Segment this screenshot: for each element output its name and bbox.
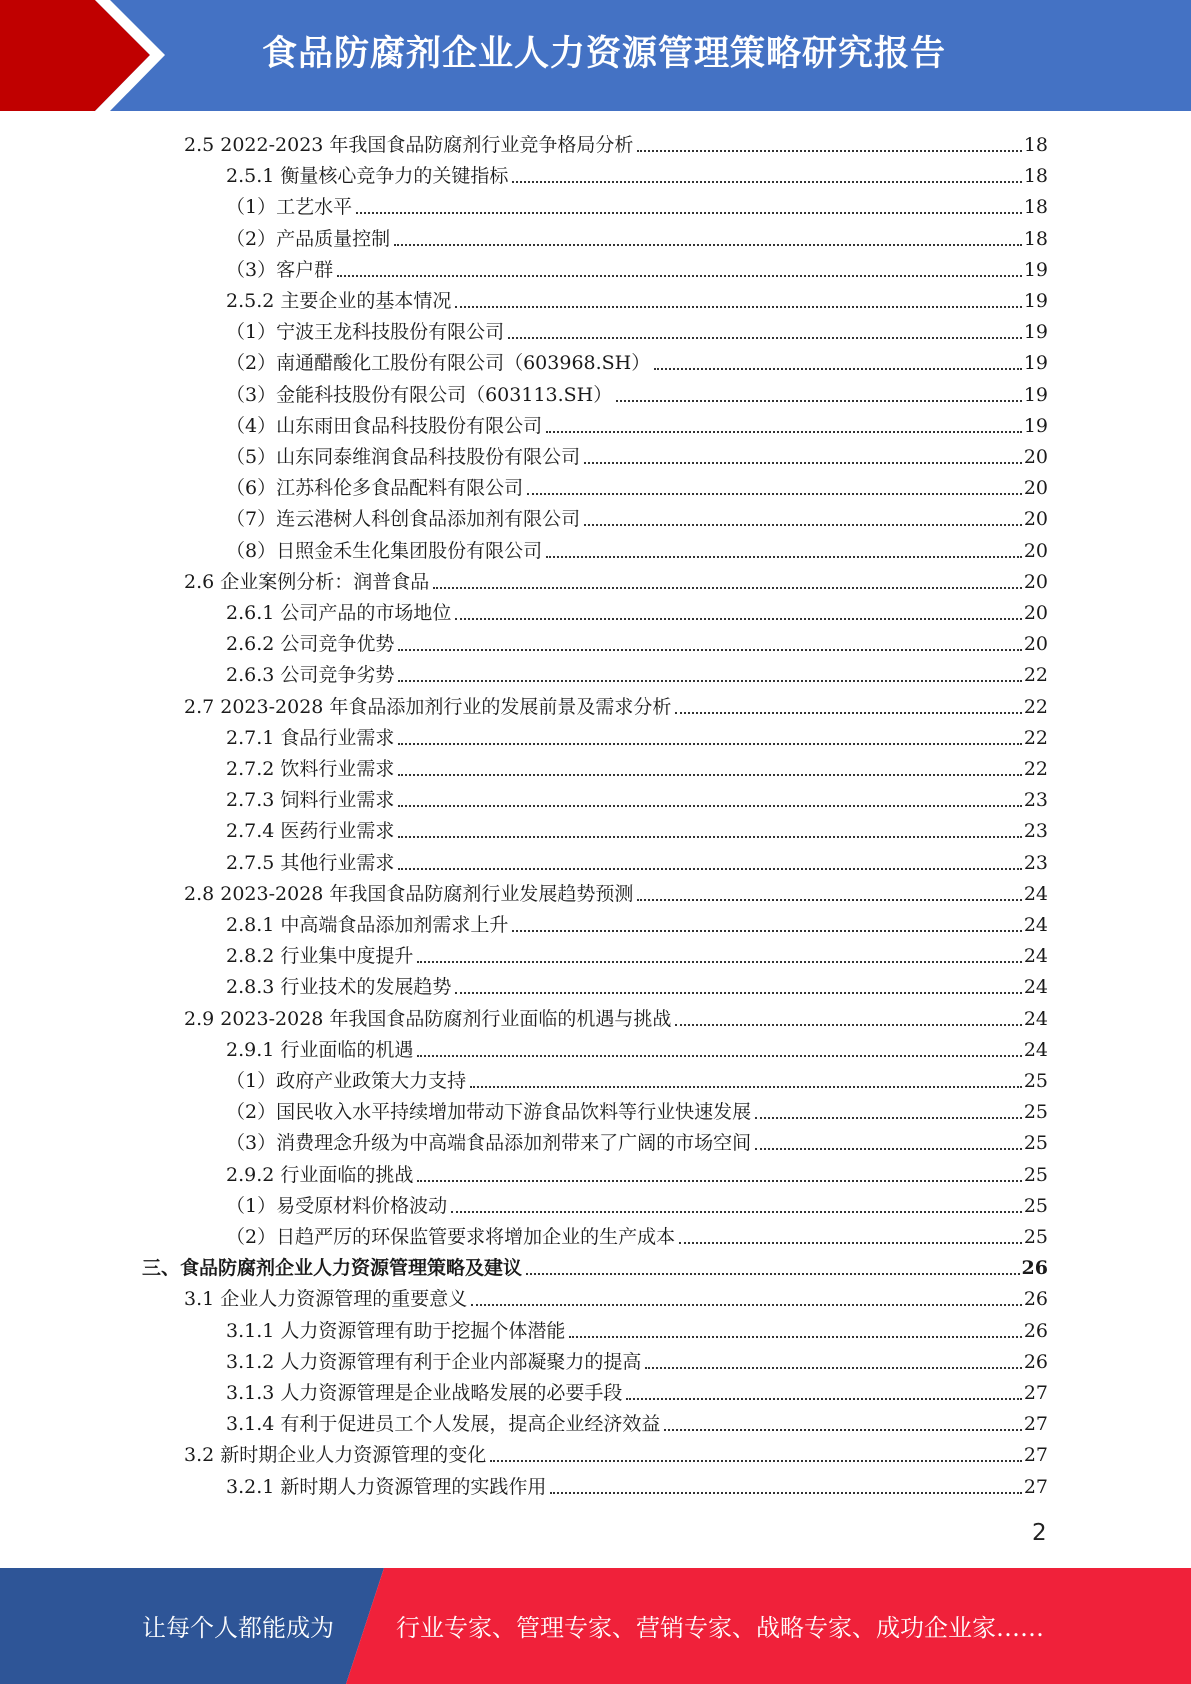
- toc-entry-title: 2.6.2 公司竞争优势: [226, 633, 395, 656]
- toc-dot-leader: [398, 836, 1021, 838]
- toc-dot-leader: [550, 1492, 1021, 1494]
- toc-entry-page: 22: [1023, 758, 1048, 780]
- toc-entry-title: 2.6.3 公司竞争劣势: [226, 664, 395, 687]
- toc-entry-page: 20: [1023, 570, 1048, 593]
- toc-entry-page: 24: [1023, 976, 1048, 999]
- toc-dot-leader: [626, 1398, 1021, 1400]
- toc-dot-leader: [675, 712, 1021, 714]
- toc-dot-leader: [616, 400, 1022, 402]
- page-header: [0, 0, 1191, 111]
- toc-entry-page: 25: [1023, 1070, 1048, 1092]
- toc-entry-page: 22: [1023, 726, 1048, 749]
- toc-entry[interactable]: [226, 1188, 1048, 1219]
- toc-entry-title: （2）日趋严厉的环保监管要求将增加企业的生产成本: [226, 1226, 676, 1248]
- toc-entry-title: （3）客户群: [226, 258, 334, 281]
- toc-entry-title: 2.7.2 饮料行业需求: [226, 758, 395, 780]
- toc-entry[interactable]: [226, 1063, 1048, 1094]
- toc-entry-title: （6）江苏科伦多食品配料有限公司: [226, 477, 524, 500]
- toc-entry[interactable]: [226, 1469, 1048, 1500]
- toc-entry-title: 2.7.5 其他行业需求: [226, 851, 395, 874]
- toc-entry-page: 18: [1023, 196, 1048, 219]
- toc-entry[interactable]: [226, 595, 1048, 626]
- toc-entry-page: 25: [1023, 1132, 1048, 1155]
- toc-entry[interactable]: [226, 1344, 1048, 1375]
- toc-dot-leader: [417, 1055, 1021, 1057]
- toc-dot-leader: [512, 181, 1021, 183]
- toc-entry[interactable]: [226, 470, 1048, 501]
- toc-entry[interactable]: [226, 1313, 1048, 1344]
- toc-dot-leader: [417, 1180, 1021, 1182]
- toc-dot-leader: [637, 899, 1021, 901]
- toc-entry-page: 19: [1023, 290, 1048, 312]
- toc-dot-leader: [755, 1117, 1022, 1119]
- toc-entry-title: 2.6.1 公司产品的市场地位: [226, 602, 452, 624]
- toc-entry-page: 20: [1023, 633, 1048, 656]
- toc-entry-title: 2.6 企业案例分析：润普食品: [184, 570, 430, 593]
- toc-entry[interactable]: [226, 720, 1048, 751]
- toc-entry[interactable]: [184, 689, 1048, 720]
- footer-slogan-right: 行业专家、管理专家、营销专家、战略专家、成功企业家……: [396, 1614, 1044, 1642]
- toc-entry[interactable]: [184, 1001, 1048, 1032]
- toc-entry-page: 27: [1023, 1382, 1048, 1404]
- toc-entry[interactable]: [184, 1437, 1048, 1468]
- toc-entry-page: 25: [1023, 1101, 1048, 1124]
- toc-entry[interactable]: [226, 439, 1048, 470]
- toc-entry[interactable]: [226, 845, 1048, 876]
- toc-entry-page: 25: [1023, 1163, 1048, 1186]
- toc-entry[interactable]: [226, 1219, 1048, 1250]
- toc-dot-leader: [471, 1304, 1022, 1306]
- toc-dot-leader: [664, 1429, 1021, 1431]
- toc-entry-page: 26: [1023, 1319, 1048, 1342]
- toc-entry-page: 23: [1023, 789, 1048, 812]
- toc-entry-title: （5）山东同泰维润食品科技股份有限公司: [226, 446, 581, 468]
- toc-entry-title: 3.1.4 有利于促进员工个人发展，提高企业经济效益: [226, 1413, 661, 1436]
- toc-dot-leader: [455, 306, 1021, 308]
- toc-entry-page: 26: [1023, 1288, 1048, 1311]
- toc-entry-title: 2.5 2022-2023 年我国食品防腐剂行业竞争格局分析: [184, 134, 634, 156]
- toc-entry-page: 24: [1023, 914, 1048, 936]
- toc-entry-title: （1）易受原材料价格波动: [226, 1194, 448, 1217]
- toc-entry[interactable]: [226, 501, 1048, 532]
- toc-entry-page: 24: [1023, 1007, 1048, 1030]
- toc-entry[interactable]: [226, 1032, 1048, 1063]
- toc-dot-leader: [398, 743, 1021, 745]
- toc-entry[interactable]: [226, 1157, 1048, 1188]
- toc-entry-title: （1）宁波王龙科技股份有限公司: [226, 321, 505, 344]
- toc-entry[interactable]: [184, 127, 1048, 158]
- toc-dot-leader: [645, 1367, 1021, 1369]
- toc-dot-leader: [675, 1024, 1021, 1026]
- toc-dot-leader: [398, 868, 1021, 870]
- toc-entry-title: 2.8 2023-2028 年我国食品防腐剂行业发展趋势预测: [184, 882, 634, 905]
- toc-entry-title: （2）国民收入水平持续增加带动下游食品饮料等行业快速发展: [226, 1101, 752, 1124]
- toc-entry-page: 27: [1023, 1444, 1048, 1467]
- toc-entry-page: 23: [1023, 851, 1048, 874]
- toc-entry-page: 20: [1023, 446, 1048, 468]
- toc-dot-leader: [417, 961, 1021, 963]
- toc-dot-leader: [398, 774, 1021, 776]
- toc-entry-title: （2）产品质量控制: [226, 227, 391, 250]
- toc-entry-title: 3.2.1 新时期人力资源管理的实践作用: [226, 1475, 547, 1498]
- toc-entry-page: 24: [1023, 945, 1048, 968]
- page-number: 2: [1032, 1520, 1047, 1546]
- toc-entry-page: 19: [1023, 258, 1048, 281]
- toc-entry-title: 2.8.3 行业技术的发展趋势: [226, 976, 452, 999]
- toc-dot-leader: [755, 1148, 1022, 1150]
- toc-dot-leader: [584, 462, 1022, 464]
- toc-entry[interactable]: [184, 876, 1048, 907]
- toc-entry[interactable]: [226, 408, 1048, 439]
- toc-dot-leader: [356, 212, 1022, 214]
- toc-entry[interactable]: [226, 1125, 1048, 1156]
- toc-entry-title: （8）日照金禾生化集团股份有限公司: [226, 539, 543, 562]
- toc-entry[interactable]: [226, 221, 1048, 252]
- toc-entry-page: 24: [1023, 882, 1048, 905]
- toc-dot-leader: [637, 150, 1021, 152]
- toc-dot-leader: [451, 1211, 1022, 1213]
- toc-entry-title: （4）山东雨田食品科技股份有限公司: [226, 414, 543, 437]
- toc-entry-title: （2）南通醋酸化工股份有限公司（603968.SH）: [226, 352, 651, 375]
- toc-entry[interactable]: [226, 158, 1048, 189]
- toc-entry-title: （7）连云港树人科创食品添加剂有限公司: [226, 508, 581, 531]
- toc-dot-leader: [569, 1336, 1021, 1338]
- toc-entry-page: 27: [1023, 1475, 1048, 1498]
- toc-entry-page: 26: [1023, 1350, 1048, 1373]
- toc-entry[interactable]: [226, 252, 1048, 283]
- toc-entry-title: 3.1.3 人力资源管理是企业战略发展的必要手段: [226, 1382, 623, 1404]
- toc-entry-title: 3.1 企业人力资源管理的重要意义: [184, 1288, 468, 1311]
- toc-entry-page: 20: [1023, 508, 1048, 531]
- report-title: 食品防腐剂企业人力资源管理策略研究报告: [262, 34, 947, 74]
- toc-entry[interactable]: [226, 813, 1048, 844]
- toc-entry[interactable]: [226, 1094, 1048, 1125]
- toc-dot-leader: [470, 1086, 1022, 1088]
- toc-entry-page: 27: [1023, 1413, 1048, 1436]
- toc-entry-page: 20: [1023, 539, 1048, 562]
- toc-entry[interactable]: [226, 782, 1048, 813]
- toc-entry-title: （3）金能科技股份有限公司（603113.SH）: [226, 383, 613, 406]
- toc-entry[interactable]: [226, 907, 1048, 938]
- toc-entry-title: 3.1.2 人力资源管理有利于企业内部凝聚力的提高: [226, 1350, 642, 1373]
- toc-entry[interactable]: [226, 283, 1048, 314]
- toc-entry-title: 2.5.1 衡量核心竞争力的关键指标: [226, 165, 509, 188]
- toc-entry-page: 23: [1023, 820, 1048, 843]
- toc-entry[interactable]: [226, 1406, 1048, 1437]
- toc-dot-leader: [512, 930, 1021, 932]
- toc-entry-title: 2.7.3 饲料行业需求: [226, 789, 395, 812]
- toc-entry-title: 2.9 2023-2028 年我国食品防腐剂行业面临的机遇与挑战: [184, 1007, 672, 1030]
- toc-entry-title: 2.7.4 医药行业需求: [226, 820, 395, 843]
- toc-entry-title: （1）政府产业政策大力支持: [226, 1070, 467, 1092]
- toc-entry[interactable]: [226, 626, 1048, 657]
- toc-entry-title: 2.9.2 行业面临的挑战: [226, 1163, 414, 1186]
- toc-entry-title: 三、食品防腐剂企业人力资源管理策略及建议: [142, 1257, 523, 1280]
- toc-dot-leader: [679, 1242, 1022, 1244]
- toc-dot-leader: [337, 275, 1022, 277]
- toc-entry[interactable]: [226, 377, 1048, 408]
- toc-entry-page: 22: [1023, 664, 1048, 687]
- toc-dot-leader: [508, 337, 1022, 339]
- toc-entry[interactable]: [184, 1281, 1048, 1312]
- toc-entry-page: 26: [1021, 1257, 1048, 1280]
- toc-entry-title: 2.7.1 食品行业需求: [226, 726, 395, 749]
- toc-dot-leader: [527, 493, 1022, 495]
- toc-entry-title: 2.7 2023-2028 年食品添加剂行业的发展前景及需求分析: [184, 695, 672, 718]
- toc-dot-leader: [398, 805, 1021, 807]
- toc-dot-leader: [398, 680, 1021, 682]
- toc-entry-page: 19: [1023, 414, 1048, 437]
- toc-dot-leader: [654, 368, 1022, 370]
- toc-entry-page: 19: [1023, 383, 1048, 406]
- toc-dot-leader: [455, 992, 1021, 994]
- footer-slogan-left: 让每个人都能成为: [142, 1614, 334, 1642]
- toc-dot-leader: [455, 618, 1021, 620]
- toc-dot-leader: [398, 649, 1021, 651]
- toc-entry-page: 20: [1023, 602, 1048, 624]
- toc-entry-page: 24: [1023, 1038, 1048, 1061]
- toc-entry-page: 19: [1023, 352, 1048, 375]
- toc-entry[interactable]: [226, 314, 1048, 345]
- toc-entry-title: （3）消费理念升级为中高端食品添加剂带来了广阔的市场空间: [226, 1132, 752, 1155]
- toc-entry[interactable]: [226, 938, 1048, 969]
- toc-entry[interactable]: [226, 657, 1048, 688]
- toc-entry[interactable]: [226, 533, 1048, 564]
- toc-entry-page: 19: [1023, 321, 1048, 344]
- toc-dot-leader: [584, 524, 1022, 526]
- toc-dot-leader: [433, 587, 1022, 589]
- toc-dot-leader: [546, 556, 1022, 558]
- toc-entry-title: 3.1.1 人力资源管理有助于挖掘个体潜能: [226, 1319, 566, 1342]
- toc-dot-leader: [394, 244, 1022, 246]
- toc-dot-leader: [490, 1460, 1022, 1462]
- toc-entry[interactable]: [226, 969, 1048, 1000]
- toc-entry-page: 18: [1023, 165, 1048, 188]
- toc-entry-page: 22: [1023, 695, 1048, 718]
- toc-entry-title: 2.5.2 主要企业的基本情况: [226, 290, 452, 312]
- toc-entry-title: 2.8.2 行业集中度提升: [226, 945, 414, 968]
- toc-entry-title: 2.8.1 中高端食品添加剂需求上升: [226, 914, 509, 936]
- toc-entry-title: （1）工艺水平: [226, 196, 353, 219]
- toc-entry-title: 2.9.1 行业面临的机遇: [226, 1038, 414, 1061]
- toc-entry-page: 25: [1023, 1226, 1048, 1248]
- toc-dot-leader: [546, 431, 1022, 433]
- toc-entry-title: 3.2 新时期企业人力资源管理的变化: [184, 1444, 487, 1467]
- page-footer: [0, 1568, 1191, 1684]
- toc-entry[interactable]: [226, 189, 1048, 220]
- toc-entry-page: 18: [1023, 134, 1048, 156]
- toc-dot-leader: [526, 1273, 1020, 1275]
- toc-entry[interactable]: [226, 345, 1048, 376]
- toc-entry-page: 20: [1023, 477, 1048, 500]
- toc-entry[interactable]: [142, 1250, 1048, 1281]
- toc-entry-page: 18: [1023, 227, 1048, 250]
- toc-entry[interactable]: [226, 1375, 1048, 1406]
- toc-entry[interactable]: [226, 751, 1048, 782]
- toc-entry[interactable]: [184, 564, 1048, 595]
- toc-entry-page: 25: [1023, 1194, 1048, 1217]
